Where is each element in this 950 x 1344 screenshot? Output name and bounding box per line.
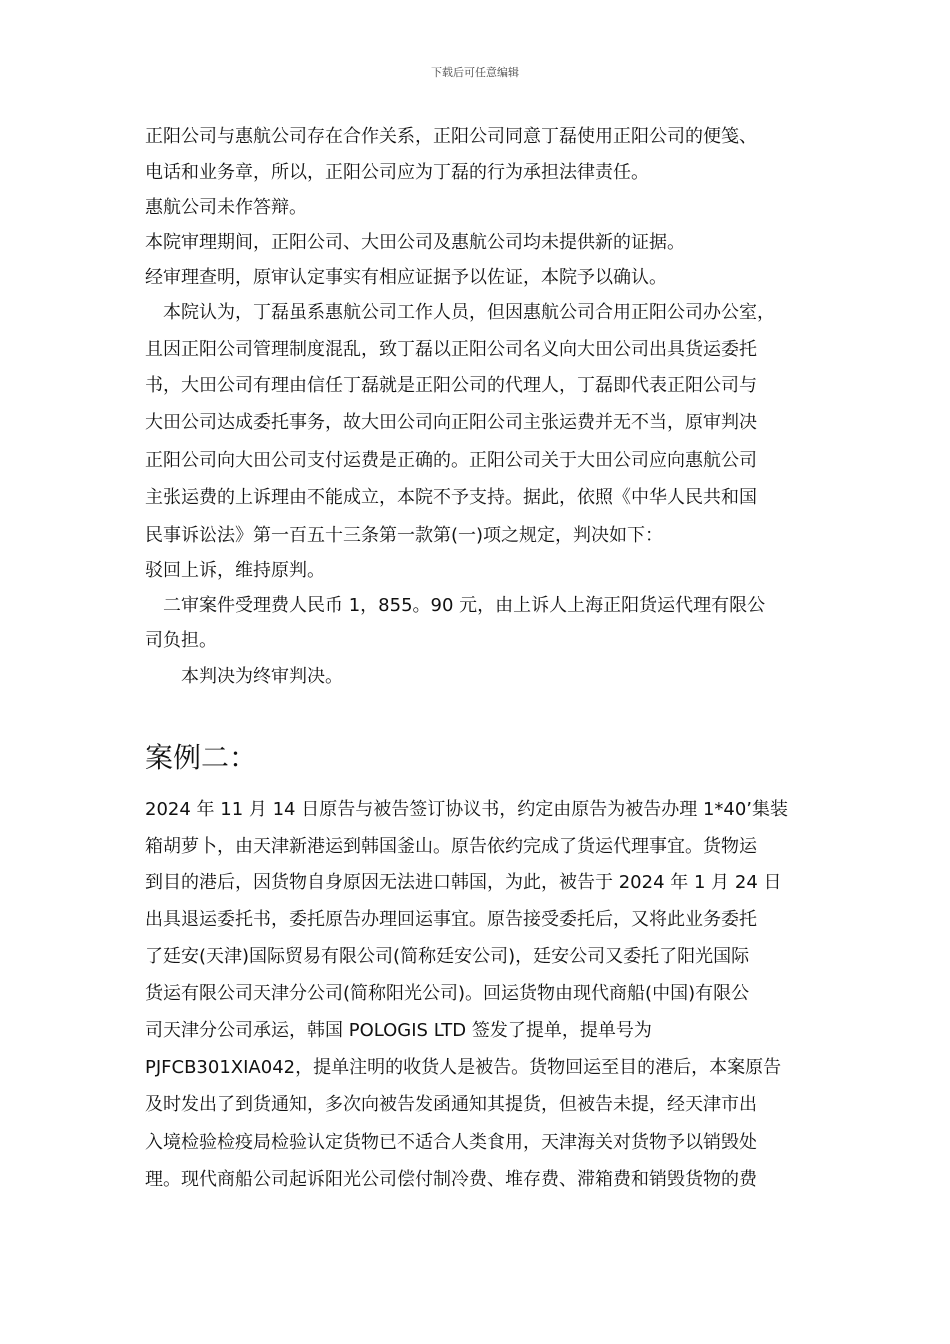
paragraph-line: 惠航公司未作答辩。 xyxy=(145,197,307,218)
case-heading: 案例二： xyxy=(145,741,258,774)
paragraph-line: 书，大田公司有理由信任丁磊就是正阳公司的代理人，丁磊即代表正阳公司与 xyxy=(145,375,757,396)
paragraph-line: 入境检验检疫局检验认定货物已不适合人类食用，天津海关对货物予以销毁处 xyxy=(145,1132,757,1153)
paragraph-line: 了廷安(天津)国际贸易有限公司(简称廷安公司)，廷安公司又委托了阳光国际 xyxy=(145,946,750,967)
paragraph-line: 司天津分公司承运，韩国 POLOGIS LTD 签发了提单，提单号为 xyxy=(145,1020,652,1041)
paragraph-line: 民事诉讼法》第一百五十三条第一款第(一)项之规定，判决如下： xyxy=(145,525,664,546)
paragraph-line: 及时发出了到货通知，多次向被告发函通知其提货，但被告未提，经天津市出 xyxy=(145,1094,757,1115)
paragraph-line: 二审案件受理费人民币 1，855。90 元，由上诉人上海正阳货运代理有限公 xyxy=(145,595,766,616)
paragraph-line: 2024 年 11 月 14 日原告与被告签订协议书，约定由原告为被告办理 1*40’集装 xyxy=(145,799,789,820)
paragraph-line: 出具退运委托书，委托原告办理回运事宜。原告接受委托后，又将此业务委托 xyxy=(145,909,757,930)
paragraph-line: 驳回上诉，维持原判。 xyxy=(145,560,325,581)
paragraph-line: 本院审理期间，正阳公司、大田公司及惠航公司均未提供新的证据。 xyxy=(145,232,685,253)
paragraph-line: 本判决为终审判决。 xyxy=(145,666,343,687)
page-header: 下载后可任意编辑 xyxy=(431,66,519,79)
paragraph-line: 理。现代商船公司起诉阳光公司偿付制冷费、堆存费、滞箱费和销毁货物的费 xyxy=(145,1169,757,1190)
paragraph-line: PJFCB301XIA042，提单注明的收货人是被告。货物回运至目的港后，本案原告 xyxy=(145,1057,782,1078)
paragraph-line: 主张运费的上诉理由不能成立，本院不予支持。据此，依照《中华人民共和国 xyxy=(145,487,757,508)
paragraph-line: 箱胡萝卜，由天津新港运到韩国釜山。原告依约完成了货运代理事宜。货物运 xyxy=(145,836,757,857)
paragraph-line: 经审理查明，原审认定事实有相应证据予以佐证，本院予以确认。 xyxy=(145,267,667,288)
paragraph-line: 货运有限公司天津分公司(简称阳光公司)。回运货物由现代商船(中国)有限公 xyxy=(145,983,750,1004)
paragraph-line: 大田公司达成委托事务，故大田公司向正阳公司主张运费并无不当，原审判决 xyxy=(145,412,757,433)
paragraph-line: 电话和业务章，所以，正阳公司应为丁磊的行为承担法律责任。 xyxy=(145,162,649,183)
paragraph-line: 到目的港后，因货物自身原因无法进口韩国，为此，被告于 2024 年 1 月 24 日 xyxy=(145,872,782,893)
paragraph-line: 司负担。 xyxy=(145,630,217,651)
paragraph-line: 正阳公司向大田公司支付运费是正确的。正阳公司关于大田公司应向惠航公司 xyxy=(145,450,757,471)
paragraph-line: 本院认为，丁磊虽系惠航公司工作人员，但因惠航公司合用正阳公司办公室， xyxy=(145,302,775,323)
paragraph-line: 且因正阳公司管理制度混乱，致丁磊以正阳公司名义向大田公司出具货运委托 xyxy=(145,339,757,360)
paragraph-line: 正阳公司与惠航公司存在合作关系，正阳公司同意丁磊使用正阳公司的便笺、 xyxy=(145,126,757,147)
